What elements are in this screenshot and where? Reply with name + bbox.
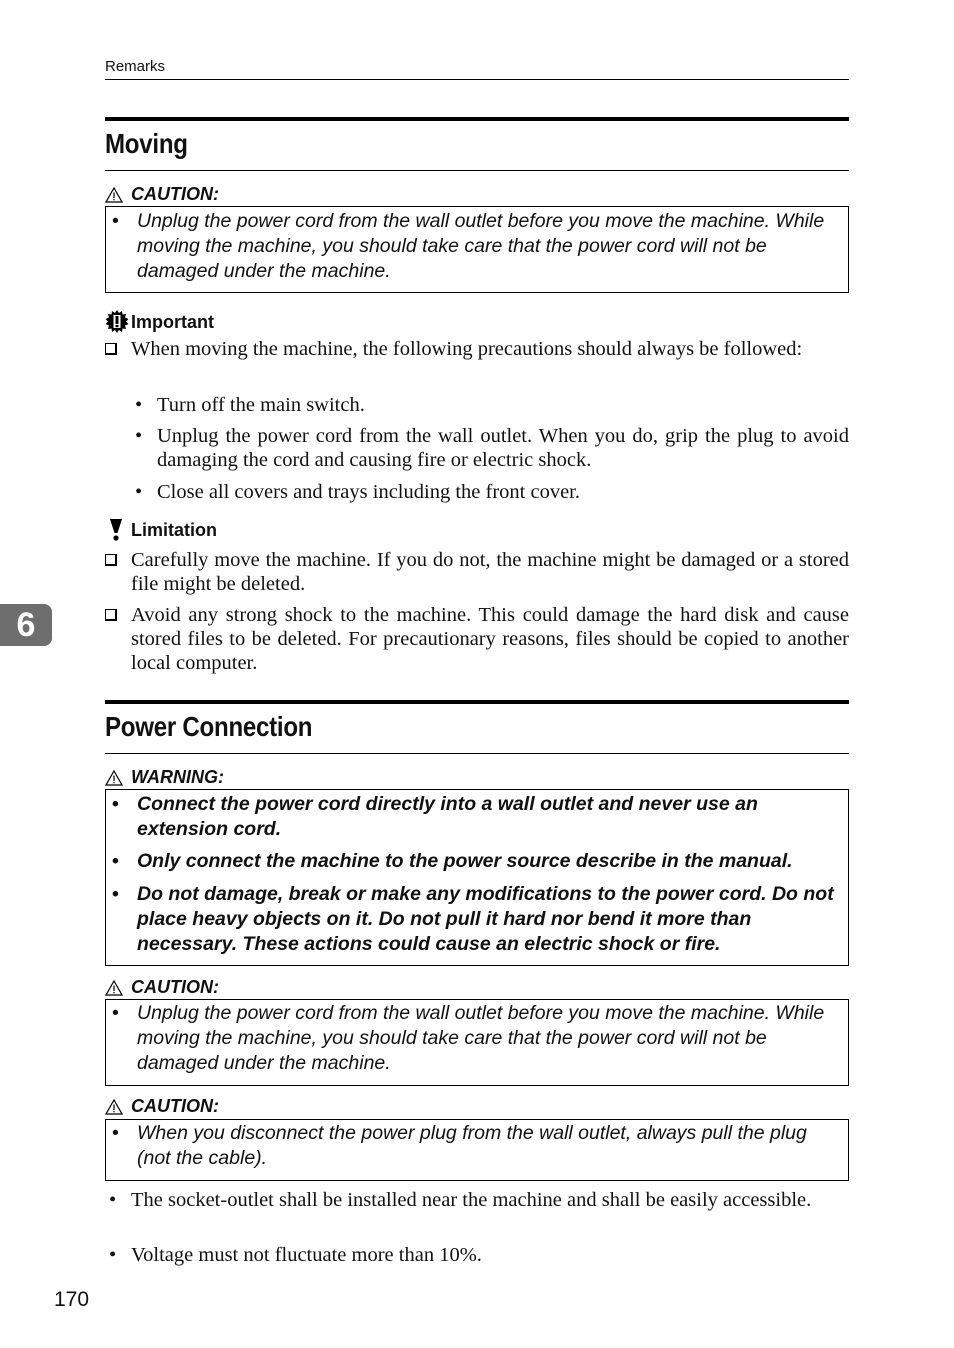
limitation-heading xyxy=(105,518,217,542)
section-title-power-connection: Power Connection xyxy=(105,711,313,742)
important-checkbox-item: When moving the machine, the following precautions should always be followed: xyxy=(105,337,849,361)
checkbox-icon xyxy=(105,343,117,355)
section-title-moving: Moving xyxy=(105,128,188,159)
warning-box xyxy=(105,789,849,966)
chapter-tab: 6 xyxy=(0,604,52,646)
important-heading xyxy=(105,310,214,334)
list-item: • The socket-outlet shall be installed near the machine and shall be easily accessible. xyxy=(109,1189,812,1211)
caution-label xyxy=(105,977,219,998)
warning-triangle-icon xyxy=(105,1099,123,1115)
warning-label-text: WARNING: xyxy=(131,767,224,787)
running-header: Remarks xyxy=(105,58,166,75)
limitation-label: Limitation xyxy=(131,519,217,540)
important-label: Important xyxy=(131,311,214,332)
caution-label-text: CAUTION: xyxy=(131,184,219,204)
checkbox-icon xyxy=(105,609,117,621)
caution-label xyxy=(105,184,219,205)
caution-label-text: CAUTION: xyxy=(131,977,219,997)
section-bottom-rule xyxy=(105,753,849,754)
warning-item: • Connect the power cord directly into a wall outlet and never use an extension cord. xyxy=(112,793,758,840)
list-item: • Close all covers and trays including the front cover. xyxy=(135,481,580,503)
header-rule xyxy=(105,79,849,80)
section-top-rule xyxy=(105,700,849,704)
warning-label xyxy=(105,767,224,788)
warning-triangle-icon xyxy=(105,770,123,786)
limitation-checkbox-item: Carefully move the machine. If you do not, the machine might be damaged or a stored file might be deleted. xyxy=(105,548,849,596)
caution-label-text: CAUTION: xyxy=(131,1096,219,1116)
warning-triangle-icon xyxy=(105,187,123,203)
caution-item: • Unplug the power cord from the wall outlet before you move the machine. While moving the machine, you should take care that the power cord will not be damaged under the machine. xyxy=(112,210,825,282)
caution-item: • Unplug the power cord from the wall outlet before you move the machine. While moving the machine, you should take care that the power cord will not be damaged under the machine. xyxy=(112,1002,825,1074)
list-item: • Turn off the main switch. xyxy=(135,394,365,416)
section-top-rule xyxy=(105,117,849,121)
limitation-checkbox-item: Avoid any strong shock to the machine. This could damage the hard disk and cause stored files to be deleted. For precautionary reasons, files should be copied to another local computer. xyxy=(105,603,849,675)
caution-box xyxy=(105,206,849,293)
page-number: 170 xyxy=(54,1288,90,1311)
list-item: • Voltage must not fluctuate more than 10%. xyxy=(109,1244,482,1266)
section-bottom-rule xyxy=(105,170,849,171)
warning-item: • Do not damage, break or make any modifications to the power cord. Do not place heavy objects on it. Do not pull it hard nor bend it more than necessary. These actions could cause an electric shock or fire. xyxy=(112,883,834,955)
warning-item: • Only connect the machine to the power source describe in the manual. xyxy=(112,850,793,872)
limitation-icon xyxy=(105,518,129,542)
warning-triangle-icon xyxy=(105,980,123,996)
important-icon xyxy=(105,310,129,334)
caution-box xyxy=(105,1119,849,1181)
checkbox-icon xyxy=(105,554,117,566)
caution-box xyxy=(105,999,849,1086)
caution-label xyxy=(105,1096,219,1117)
caution-item: • When you disconnect the power plug from the wall outlet, always pull the plug (not the cable). xyxy=(112,1122,807,1169)
list-item: • Unplug the power cord from the wall outlet. When you do, grip the plug to avoid damaging the cord and causing fire or electric shock. xyxy=(135,425,849,471)
